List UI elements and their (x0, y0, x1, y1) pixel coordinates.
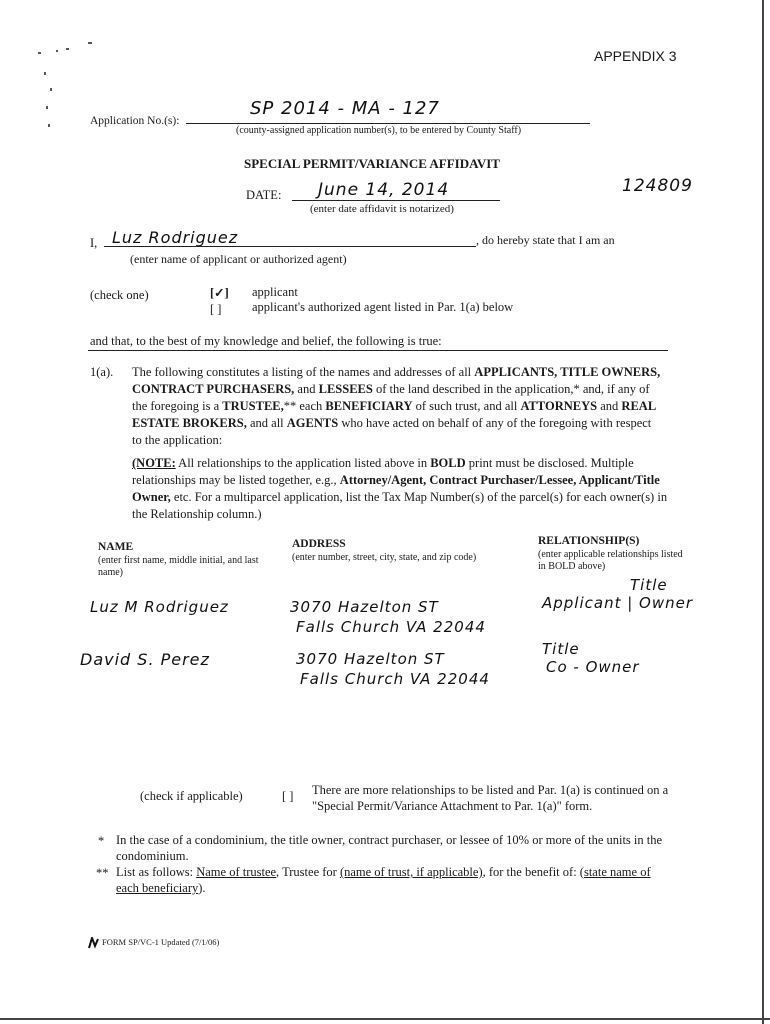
date-label: DATE: (246, 188, 282, 202)
par1a-bold-5: ATTORNEYS (520, 399, 598, 413)
par1a-bold-3: TRUSTEE, (222, 399, 284, 413)
note-text (132, 455, 668, 523)
check-agent-box[interactable]: [ ] (210, 302, 222, 316)
footnote-1-text: In the case of a condominium, the title owner, contract purchaser, or lessee of 10% or more of the units in the condominium. (116, 833, 663, 863)
par1a-text-8: who have acted on behalf of any of the foregoing with respect to the application: (132, 416, 652, 447)
separator-line (88, 350, 668, 351)
footnote-2-mark: ** (96, 866, 109, 880)
scan-speck (46, 106, 48, 109)
check-applicant-box[interactable]: [✓] (210, 286, 229, 300)
header-address: ADDRESS (292, 538, 346, 550)
scan-speck (66, 48, 69, 50)
row1-relationship-1: Title (630, 576, 668, 594)
check-one-label: (check one) (90, 288, 149, 302)
date-hint: (enter date affidavit is notarized) (310, 203, 454, 215)
header-name-hint: (enter first name, middle initial, and last name) (98, 555, 259, 578)
form-title: SPECIAL PERMIT/VARIANCE AFFIDAVIT (244, 156, 500, 171)
true-statement: and that, to the best of my knowledge and belief, the following is true: (90, 334, 442, 348)
scan-speck (50, 88, 52, 91)
application-line (186, 123, 590, 124)
par1a-text (132, 364, 664, 449)
check-agent-label: applicant's authorized agent listed in Par. 1(a) below (252, 300, 514, 314)
footnote-2-u-3: state name of each beneficiary (116, 865, 651, 895)
header-name: NAME (98, 541, 134, 553)
par1a-text-3: of the land described in the application,* and, if any of the foregoing is a (132, 382, 650, 413)
application-label: Application No.(s): (90, 115, 180, 127)
footnote-2-u-2: (name of trust, if applicable) (339, 865, 483, 879)
declarant-name: Luz Rodriguez (112, 228, 239, 247)
note-bold-2: Attorney/Agent, Contract Purchaser/Lessee, Applicant/Title Owner, (132, 473, 660, 504)
row1-address-2: Falls Church VA 22044 (296, 618, 486, 636)
par1a-text-5: of such trust, and all (412, 399, 521, 413)
continuation-text: There are more relationships to be listed and Par. 1(a) is continued on a "Special Permit/Variance Attachment to Par. 1(a)" form. (312, 783, 669, 813)
date-value: June 14, 2014 (318, 180, 450, 200)
note-bold-1: BOLD (430, 456, 466, 470)
scan-speck (44, 72, 46, 75)
note-text-3: etc. For a multiparcel application, list the Tax Map Number(s) of the parcel(s) for each owner(s) in the Relationship column.) (132, 490, 668, 521)
scan-edge-bottom (0, 1018, 770, 1020)
note-text-2: print must be disclosed. Multiple relationships may be listed together, e.g., (132, 456, 634, 487)
scan-speck (48, 124, 50, 127)
continuation-checkbox[interactable]: [ ] (282, 789, 294, 803)
par1a-text-2: and (294, 382, 319, 396)
form-stamp-icon (88, 936, 100, 948)
footnote-2-text-1: List as follows: (116, 865, 197, 879)
par1a-bold-4: BENEFICIARY (325, 399, 413, 413)
form-id: FORM SP/VC-1 Updated (7/1/06) (102, 937, 220, 947)
row2-address-2: Falls Church VA 22044 (300, 670, 490, 688)
row1-address-1: 3070 Hazelton ST (290, 598, 439, 616)
scan-edge-right (762, 0, 764, 1024)
row2-name: David S. Perez (80, 650, 210, 669)
date-line (292, 200, 500, 201)
scan-speck (88, 42, 92, 44)
footnote-2-u-1: Name of trustee (196, 865, 277, 879)
header-relationship-hint: (enter applicable relationships listed in BOLD above) (538, 549, 683, 572)
par1a-text-1: The following constitutes a listing of the names and addresses of all (132, 365, 475, 379)
side-number: 124809 (622, 176, 693, 196)
appendix-label: APPENDIX 3 (594, 48, 677, 64)
declarant-suffix: , do hereby state that I am an (476, 233, 615, 247)
declarant-prefix: I, (90, 236, 98, 250)
par1a-bold-1: APPLICANTS, TITLE OWNERS, CONTRACT PURCHASERS, (132, 365, 661, 396)
par1a-text-6: and (597, 399, 622, 413)
footnote-1-mark: * (98, 834, 105, 848)
declarant-hint: (enter name of applicant or authorized agent) (130, 252, 347, 266)
row2-address-1: 3070 Hazelton ST (296, 650, 445, 668)
par1a-bold-6: REAL ESTATE BROKERS, (132, 399, 656, 430)
scan-speck (56, 50, 58, 52)
footnote-2-text-2: , Trustee for (276, 865, 340, 879)
header-address-hint: (enter number, street, city, state, and zip code) (292, 552, 477, 563)
note-label: (NOTE: (132, 456, 176, 470)
scan-speck (38, 52, 41, 54)
par1a-number: 1(a). (90, 365, 114, 379)
row1-relationship-2: Applicant | Owner (542, 594, 694, 612)
par1a-text-4: ** each (283, 399, 326, 413)
declarant-line (104, 246, 476, 247)
row1-name: Luz M Rodriguez (90, 598, 229, 616)
application-number: SP 2014 - MA - 127 (250, 98, 440, 119)
footnote-2-text (116, 864, 676, 896)
header-relationship: RELATIONSHIP(S) (538, 535, 640, 547)
check-applicant-label: applicant (252, 285, 298, 299)
par1a-bold-7: AGENTS (286, 416, 339, 430)
footnote-2-text-3: , for the benefit of: ( (482, 865, 584, 879)
footnote-2-text-4: ). (198, 881, 206, 895)
row2-relationship-2: Co - Owner (546, 658, 640, 676)
row2-relationship-1: Title (542, 640, 580, 658)
par1a-bold-2: LESSEES (318, 382, 373, 396)
note-text-1: All relationships to the application listed above in (175, 456, 431, 470)
application-hint: (county-assigned application number(s), to be entered by County Staff) (236, 125, 522, 136)
par1a-text-7: and all (246, 416, 287, 430)
continuation-label: (check if applicable) (140, 789, 243, 803)
